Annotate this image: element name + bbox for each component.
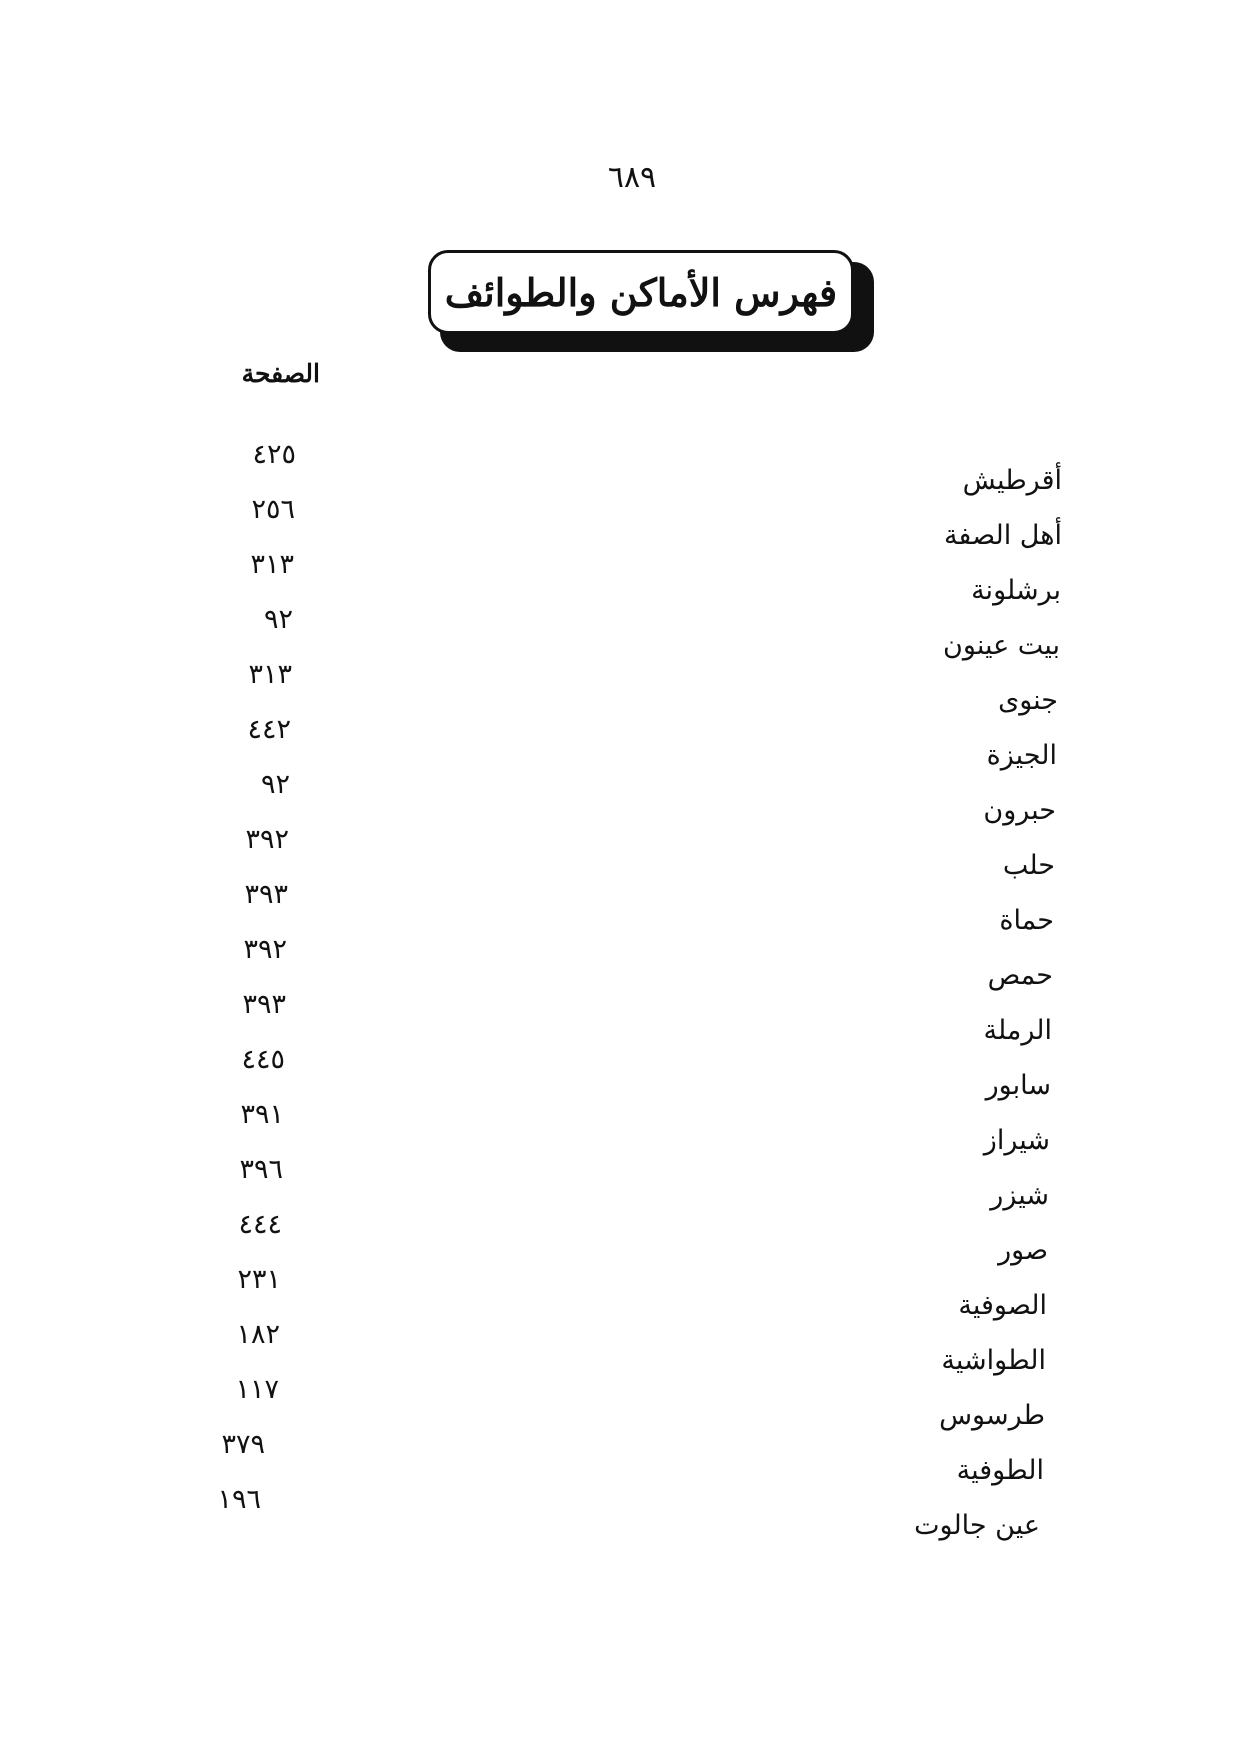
entry-page-number: ٣٩١ bbox=[240, 1099, 284, 1130]
entry-page-number: ٩٢ bbox=[263, 604, 293, 635]
entry-page-number: ١١٧ bbox=[235, 1374, 279, 1405]
entry-place-name: حلب bbox=[1002, 850, 1055, 881]
entry-page-number: ٣٧٩ bbox=[221, 1429, 265, 1460]
page-number: ٦٨٩ bbox=[607, 160, 657, 195]
entry-page-number: ٤٤٢ bbox=[247, 714, 291, 745]
entry-place-name: بيت عينون bbox=[943, 630, 1060, 661]
index-title: فهرس الأماكن والطوائف bbox=[444, 269, 838, 315]
entry-place-name: طرسوس bbox=[939, 1400, 1045, 1431]
entry-place-name: الرملة bbox=[983, 1015, 1052, 1046]
entry-page-number: ٣٩٣ bbox=[244, 879, 288, 910]
entry-page-number: ٣١٣ bbox=[248, 659, 292, 690]
page-column-header: الصفحة bbox=[241, 359, 320, 388]
entry-place-name: الطوفية bbox=[956, 1455, 1044, 1486]
entry-place-name: الصوفية bbox=[958, 1290, 1047, 1321]
entry-place-name: صور bbox=[998, 1235, 1048, 1266]
entry-place-name: شيزر bbox=[990, 1180, 1049, 1211]
entry-page-number: ٣٩٣ bbox=[242, 989, 286, 1020]
entry-place-name: حمص bbox=[987, 960, 1053, 991]
title-box bbox=[428, 250, 854, 334]
entry-page-number: ٣٩٦ bbox=[239, 1154, 283, 1185]
entry-page-number: ٩٢ bbox=[260, 769, 290, 800]
entry-page-number: ٢٥٦ bbox=[251, 494, 295, 525]
entry-page-number: ٣١٣ bbox=[250, 549, 294, 580]
entry-place-name: برشلونة bbox=[971, 575, 1061, 606]
entry-place-name: جنوى bbox=[998, 685, 1058, 716]
entry-page-number: ٤٢٥ bbox=[252, 439, 296, 470]
entry-place-name: الطواشية bbox=[941, 1345, 1046, 1376]
entry-page-number: ١٩٦ bbox=[217, 1484, 261, 1515]
entry-page-number: ٤٤٤ bbox=[238, 1209, 282, 1240]
entry-place-name: شيراز bbox=[983, 1125, 1050, 1156]
entry-place-name: حماة bbox=[999, 905, 1054, 936]
entry-place-name: حبرون bbox=[983, 795, 1056, 826]
entry-page-number: ٢٣١ bbox=[237, 1264, 281, 1295]
entry-place-name: أهل الصفة bbox=[943, 520, 1062, 551]
entry-place-name: أقرطيش bbox=[962, 465, 1062, 496]
entry-page-number: ٣٩٢ bbox=[243, 934, 287, 965]
entry-page-number: ١٨٢ bbox=[236, 1319, 280, 1350]
entry-page-number: ٣٩٢ bbox=[245, 824, 289, 855]
entry-page-number: ٤٤٥ bbox=[241, 1044, 285, 1075]
entry-place-name: سابور bbox=[985, 1070, 1051, 1101]
entry-place-name: الجيزة bbox=[986, 740, 1057, 771]
entry-place-name: عين جالوت bbox=[914, 1510, 1040, 1541]
